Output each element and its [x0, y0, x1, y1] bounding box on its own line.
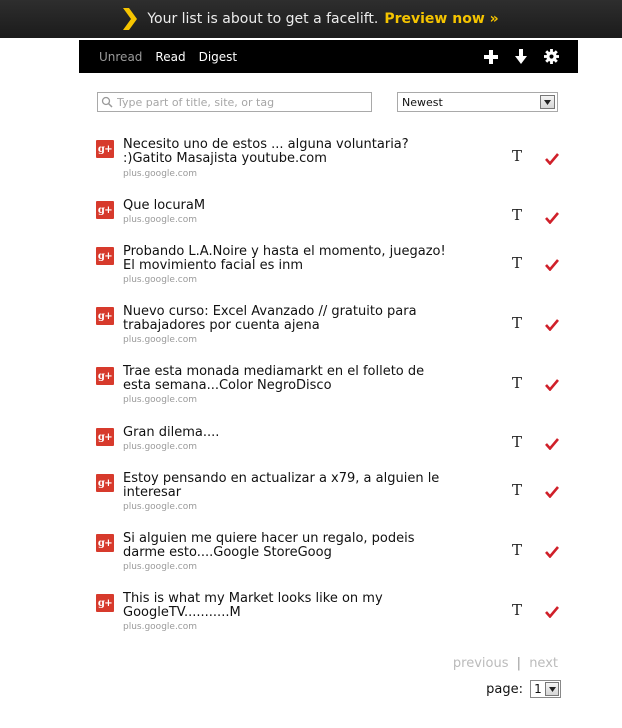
- chevron-logo-icon: [123, 8, 137, 30]
- google-plus-icon: g+: [96, 201, 114, 219]
- toolbar-actions: [467, 49, 559, 64]
- chevron-down-icon[interactable]: [540, 95, 555, 109]
- page-select-value: 1: [534, 682, 542, 696]
- tag-button[interactable]: T: [512, 481, 523, 499]
- item-site: plus.google.com: [123, 395, 198, 405]
- pagination: [453, 656, 558, 671]
- previous-link[interactable]: previous: [452, 656, 509, 671]
- google-plus-icon: g+: [96, 474, 114, 492]
- checkmark-icon[interactable]: [545, 209, 559, 228]
- tag-button[interactable]: T: [512, 206, 523, 224]
- google-plus-icon: g+: [96, 140, 114, 158]
- google-plus-icon: g+: [96, 247, 114, 265]
- plus-icon[interactable]: [484, 50, 498, 64]
- google-plus-icon: g+: [96, 367, 114, 385]
- checkmark-icon[interactable]: [545, 483, 559, 502]
- item-site: plus.google.com: [123, 442, 198, 452]
- tag-button[interactable]: T: [512, 541, 523, 559]
- page-label: page:: [486, 681, 523, 697]
- checkmark-icon[interactable]: [545, 316, 559, 335]
- tag-button[interactable]: T: [512, 254, 523, 272]
- item-title[interactable]: Si alguien me quiere hacer un regalo, podeis darme esto....Google StoreGoog: [123, 531, 415, 560]
- gear-icon[interactable]: [544, 49, 559, 64]
- sort-selected-value: Newest: [402, 95, 443, 109]
- next-link[interactable]: next: [529, 656, 558, 671]
- item-site: plus.google.com: [123, 275, 198, 285]
- pager-separator: |: [516, 656, 522, 671]
- item-title[interactable]: Trae esta monada mediamarkt en el folleto de esta semana...Color NegroDisco: [123, 364, 425, 393]
- page-selector: [486, 680, 561, 698]
- search-input[interactable]: [117, 96, 362, 109]
- tab-unread[interactable]: Unread: [99, 49, 143, 64]
- checkmark-icon[interactable]: [545, 435, 559, 454]
- sort-select[interactable]: [397, 92, 558, 112]
- item-title[interactable]: Necesito uno de estos ... alguna voluntaria? :)Gatito Masajista youtube.com: [123, 137, 409, 166]
- item-site: plus.google.com: [123, 502, 198, 512]
- google-plus-icon: g+: [96, 534, 114, 552]
- item-site: plus.google.com: [123, 215, 198, 225]
- item-title[interactable]: Probando L.A.Noire y hasta el momento, juegazo! El movimiento facial es inm: [123, 244, 446, 273]
- tag-button[interactable]: T: [512, 374, 523, 392]
- facelift-banner: [0, 0, 622, 38]
- google-plus-icon: g+: [96, 594, 114, 612]
- item-site: plus.google.com: [123, 169, 198, 179]
- item-site: plus.google.com: [123, 562, 198, 572]
- item-title[interactable]: Estoy pensando en actualizar a x79, a alguien le interesar: [123, 471, 440, 500]
- item-title[interactable]: Que locuraM: [123, 198, 206, 213]
- checkmark-icon[interactable]: [545, 376, 559, 395]
- google-plus-icon: g+: [96, 307, 114, 325]
- checkmark-icon[interactable]: [545, 256, 559, 275]
- item-site: plus.google.com: [123, 335, 198, 345]
- view-tabs: [99, 50, 250, 64]
- checkmark-icon[interactable]: [545, 603, 559, 622]
- item-title[interactable]: Gran dilema....: [123, 425, 220, 440]
- item-title[interactable]: This is what my Market looks like on my GoogleTV...........M: [123, 591, 383, 620]
- checkmark-icon[interactable]: [545, 543, 559, 562]
- tab-digest[interactable]: Digest: [198, 49, 238, 64]
- checkmark-icon[interactable]: [545, 150, 559, 169]
- preview-now-link[interactable]: Preview now »: [384, 11, 499, 27]
- chevron-down-icon[interactable]: [545, 682, 559, 696]
- page-select[interactable]: [530, 680, 561, 698]
- search-icon: [101, 96, 113, 108]
- google-plus-icon: g+: [96, 428, 114, 446]
- top-nav-bar: [79, 40, 578, 73]
- download-icon[interactable]: [515, 49, 527, 64]
- item-site: plus.google.com: [123, 622, 198, 632]
- search-box: [97, 92, 372, 112]
- tag-button[interactable]: T: [512, 601, 523, 619]
- tab-read[interactable]: Read: [155, 49, 186, 64]
- tag-button[interactable]: T: [512, 433, 523, 451]
- tag-button[interactable]: T: [512, 147, 523, 165]
- banner-message: Your list is about to get a facelift.: [147, 11, 379, 27]
- tag-button[interactable]: T: [512, 314, 523, 332]
- item-title[interactable]: Nuevo curso: Excel Avanzado // gratuito para trabajadores por cuenta ajena: [123, 304, 417, 333]
